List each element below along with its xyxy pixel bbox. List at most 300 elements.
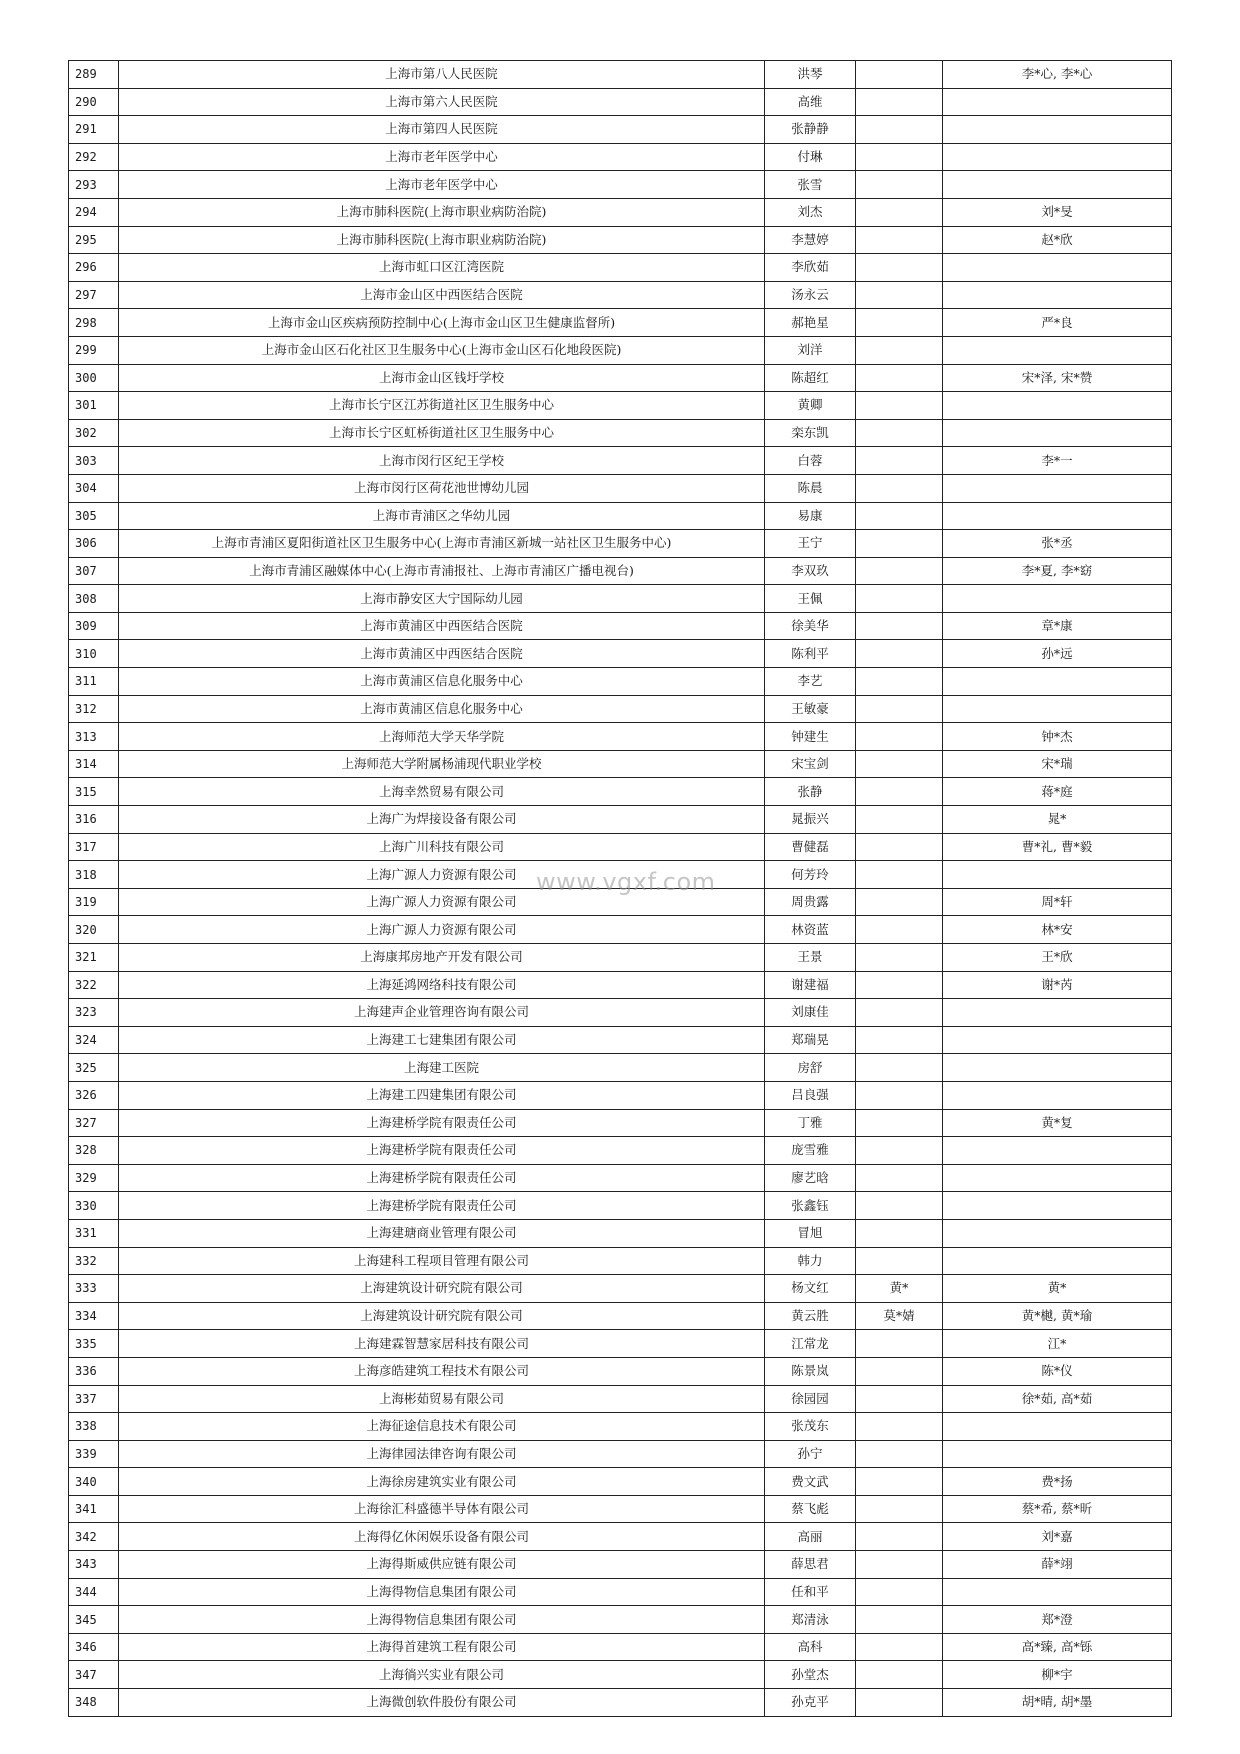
column-4-cell <box>856 1385 943 1413</box>
row-number-cell: 331 <box>69 1219 119 1247</box>
person-name-cell: 陈利平 <box>765 640 856 668</box>
column-5-cell: 宋*瑞 <box>943 750 1172 778</box>
column-5-cell: 黄*复 <box>943 1109 1172 1137</box>
column-4-cell <box>856 585 943 613</box>
row-number-cell: 334 <box>69 1302 119 1330</box>
person-name-cell: 薛思君 <box>765 1551 856 1579</box>
row-number-cell: 329 <box>69 1164 119 1192</box>
person-name-cell: 陈超红 <box>765 364 856 392</box>
column-4-cell <box>856 1054 943 1082</box>
row-number-cell: 314 <box>69 750 119 778</box>
column-4-cell <box>856 1330 943 1358</box>
person-name-cell: 曹健磊 <box>765 833 856 861</box>
column-4-cell <box>856 474 943 502</box>
person-name-cell: 费文武 <box>765 1468 856 1496</box>
table-row <box>69 61 1172 89</box>
table-row <box>69 392 1172 420</box>
person-name-cell: 付琳 <box>765 143 856 171</box>
column-5-cell <box>943 474 1172 502</box>
row-number-cell: 308 <box>69 585 119 613</box>
organization-cell: 上海建桥学院有限责任公司 <box>119 1164 765 1192</box>
column-4-cell: 黄* <box>856 1275 943 1303</box>
table-row <box>69 1551 1172 1579</box>
row-number-cell: 299 <box>69 336 119 364</box>
person-name-cell: 江常龙 <box>765 1330 856 1358</box>
table-row <box>69 336 1172 364</box>
row-number-cell: 347 <box>69 1661 119 1689</box>
person-name-cell: 黄云胜 <box>765 1302 856 1330</box>
table-row <box>69 1081 1172 1109</box>
person-name-cell: 房舒 <box>765 1054 856 1082</box>
column-5-cell: 章*康 <box>943 612 1172 640</box>
row-number-cell: 338 <box>69 1413 119 1441</box>
row-number-cell: 306 <box>69 530 119 558</box>
column-5-cell: 蒋*庭 <box>943 778 1172 806</box>
organization-cell: 上海建桥学院有限责任公司 <box>119 1192 765 1220</box>
column-5-cell <box>943 281 1172 309</box>
table-row <box>69 1385 1172 1413</box>
person-name-cell: 白蓉 <box>765 447 856 475</box>
row-number-cell: 309 <box>69 612 119 640</box>
organization-cell: 上海彬茹贸易有限公司 <box>119 1385 765 1413</box>
organization-cell: 上海建瑭商业管理有限公司 <box>119 1219 765 1247</box>
row-number-cell: 315 <box>69 778 119 806</box>
person-name-cell: 陈景岚 <box>765 1357 856 1385</box>
organization-cell: 上海建工医院 <box>119 1054 765 1082</box>
column-5-cell: 李*心, 李*心 <box>943 61 1172 89</box>
column-5-cell <box>943 1440 1172 1468</box>
column-4-cell <box>856 1606 943 1634</box>
row-number-cell: 325 <box>69 1054 119 1082</box>
person-name-cell: 李慧婷 <box>765 226 856 254</box>
table-row <box>69 1661 1172 1689</box>
row-number-cell: 337 <box>69 1385 119 1413</box>
table-row <box>69 1440 1172 1468</box>
table-row <box>69 1247 1172 1275</box>
column-4-cell <box>856 888 943 916</box>
row-number-cell: 320 <box>69 916 119 944</box>
column-5-cell <box>943 88 1172 116</box>
column-5-cell <box>943 254 1172 282</box>
table-row <box>69 612 1172 640</box>
table-row <box>69 557 1172 585</box>
row-number-cell: 321 <box>69 944 119 972</box>
person-name-cell: 郑瑞晃 <box>765 1026 856 1054</box>
table-row <box>69 88 1172 116</box>
person-name-cell: 黄卿 <box>765 392 856 420</box>
person-name-cell: 韩力 <box>765 1247 856 1275</box>
organization-cell: 上海幸然贸易有限公司 <box>119 778 765 806</box>
person-name-cell: 廖艺晗 <box>765 1164 856 1192</box>
column-5-cell <box>943 171 1172 199</box>
column-4-cell <box>856 1661 943 1689</box>
column-4-cell <box>856 1440 943 1468</box>
person-name-cell: 何芳玲 <box>765 861 856 889</box>
person-name-cell: 庞雪雅 <box>765 1137 856 1165</box>
person-name-cell: 易康 <box>765 502 856 530</box>
table-row <box>69 695 1172 723</box>
row-number-cell: 318 <box>69 861 119 889</box>
column-5-cell <box>943 695 1172 723</box>
row-number-cell: 298 <box>69 309 119 337</box>
column-4-cell <box>856 254 943 282</box>
row-number-cell: 339 <box>69 1440 119 1468</box>
column-5-cell: 费*扬 <box>943 1468 1172 1496</box>
column-5-cell <box>943 585 1172 613</box>
row-number-cell: 344 <box>69 1578 119 1606</box>
column-4-cell <box>856 1689 943 1717</box>
watermark-text: www.vgxf.com <box>536 868 716 896</box>
organization-cell: 上海市肺科医院(上海市职业病防治院) <box>119 198 765 226</box>
table-row <box>69 1413 1172 1441</box>
column-4-cell <box>856 143 943 171</box>
table-row <box>69 1219 1172 1247</box>
row-number-cell: 327 <box>69 1109 119 1137</box>
organization-cell: 上海律园法律咨询有限公司 <box>119 1440 765 1468</box>
table-row <box>69 1357 1172 1385</box>
column-5-cell <box>943 1219 1172 1247</box>
column-4-cell <box>856 778 943 806</box>
column-5-cell <box>943 861 1172 889</box>
table-row <box>69 971 1172 999</box>
organization-cell: 上海彦皓建筑工程技术有限公司 <box>119 1357 765 1385</box>
person-name-cell: 王敏豪 <box>765 695 856 723</box>
person-name-cell: 孙克平 <box>765 1689 856 1717</box>
column-4-cell <box>856 281 943 309</box>
person-name-cell: 王景 <box>765 944 856 972</box>
column-4-cell <box>856 1578 943 1606</box>
column-5-cell <box>943 1247 1172 1275</box>
column-4-cell <box>856 1551 943 1579</box>
column-5-cell <box>943 502 1172 530</box>
table-row <box>69 1137 1172 1165</box>
table-row <box>69 116 1172 144</box>
organization-cell: 上海延鸿网络科技有限公司 <box>119 971 765 999</box>
organization-cell: 上海市老年医学中心 <box>119 143 765 171</box>
column-5-cell: 林*安 <box>943 916 1172 944</box>
table-row <box>69 1054 1172 1082</box>
organization-cell: 上海微创软件股份有限公司 <box>119 1689 765 1717</box>
organization-cell: 上海建筑设计研究院有限公司 <box>119 1275 765 1303</box>
column-5-cell <box>943 1081 1172 1109</box>
column-4-cell <box>856 1137 943 1165</box>
organization-cell: 上海师范大学天华学院 <box>119 723 765 751</box>
person-name-cell: 蔡飞彪 <box>765 1495 856 1523</box>
column-5-cell: 严*良 <box>943 309 1172 337</box>
column-5-cell: 赵*欣 <box>943 226 1172 254</box>
row-number-cell: 345 <box>69 1606 119 1634</box>
row-number-cell: 302 <box>69 419 119 447</box>
column-4-cell <box>856 309 943 337</box>
column-5-cell <box>943 392 1172 420</box>
person-name-cell: 杨文红 <box>765 1275 856 1303</box>
column-5-cell: 王*欣 <box>943 944 1172 972</box>
row-number-cell: 310 <box>69 640 119 668</box>
column-5-cell: 江* <box>943 1330 1172 1358</box>
column-4-cell <box>856 198 943 226</box>
column-5-cell: 刘*旻 <box>943 198 1172 226</box>
row-number-cell: 341 <box>69 1495 119 1523</box>
person-name-cell: 钟建生 <box>765 723 856 751</box>
column-5-cell: 钟*杰 <box>943 723 1172 751</box>
row-number-cell: 317 <box>69 833 119 861</box>
column-4-cell <box>856 1495 943 1523</box>
person-name-cell: 李艺 <box>765 668 856 696</box>
organization-cell: 上海市第八人民医院 <box>119 61 765 89</box>
table-row <box>69 1633 1172 1661</box>
organization-cell: 上海建工四建集团有限公司 <box>119 1081 765 1109</box>
organization-cell: 上海市金山区石化社区卫生服务中心(上海市金山区石化地段医院) <box>119 336 765 364</box>
column-4-cell <box>856 1633 943 1661</box>
organization-cell: 上海市第四人民医院 <box>119 116 765 144</box>
column-5-cell <box>943 1578 1172 1606</box>
column-4-cell: 莫*婧 <box>856 1302 943 1330</box>
organization-cell: 上海市金山区中西医结合医院 <box>119 281 765 309</box>
table-row <box>69 1523 1172 1551</box>
column-4-cell <box>856 999 943 1027</box>
row-number-cell: 307 <box>69 557 119 585</box>
column-4-cell <box>856 502 943 530</box>
column-4-cell <box>856 1357 943 1385</box>
row-number-cell: 301 <box>69 392 119 420</box>
column-4-cell <box>856 557 943 585</box>
organization-cell: 上海建科工程项目管理有限公司 <box>119 1247 765 1275</box>
row-number-cell: 336 <box>69 1357 119 1385</box>
table-row <box>69 1109 1172 1137</box>
person-name-cell: 张静静 <box>765 116 856 144</box>
person-name-cell: 林资蓝 <box>765 916 856 944</box>
organization-cell: 上海广源人力资源有限公司 <box>119 916 765 944</box>
row-number-cell: 346 <box>69 1633 119 1661</box>
table-row <box>69 585 1172 613</box>
row-number-cell: 343 <box>69 1551 119 1579</box>
person-name-cell: 刘洋 <box>765 336 856 364</box>
row-number-cell: 289 <box>69 61 119 89</box>
person-name-cell: 陈晨 <box>765 474 856 502</box>
row-number-cell: 319 <box>69 888 119 916</box>
column-5-cell: 周*轩 <box>943 888 1172 916</box>
person-name-cell: 任和平 <box>765 1578 856 1606</box>
organization-cell: 上海广源人力资源有限公司 <box>119 861 765 889</box>
row-number-cell: 335 <box>69 1330 119 1358</box>
row-number-cell: 342 <box>69 1523 119 1551</box>
organization-cell: 上海市静安区大宁国际幼儿园 <box>119 585 765 613</box>
organization-cell: 上海建桥学院有限责任公司 <box>119 1109 765 1137</box>
table-row <box>69 254 1172 282</box>
row-number-cell: 300 <box>69 364 119 392</box>
table-row <box>69 1578 1172 1606</box>
person-name-cell: 王佩 <box>765 585 856 613</box>
table-row <box>69 1468 1172 1496</box>
person-name-cell: 徐美华 <box>765 612 856 640</box>
table-row <box>69 861 1172 889</box>
table-row <box>69 916 1172 944</box>
table-row <box>69 474 1172 502</box>
row-number-cell: 305 <box>69 502 119 530</box>
person-name-cell: 张鑫钰 <box>765 1192 856 1220</box>
column-5-cell: 刘*嘉 <box>943 1523 1172 1551</box>
person-name-cell: 丁雅 <box>765 1109 856 1137</box>
column-4-cell <box>856 171 943 199</box>
column-4-cell <box>856 668 943 696</box>
person-name-cell: 刘杰 <box>765 198 856 226</box>
column-5-cell <box>943 1192 1172 1220</box>
row-number-cell: 303 <box>69 447 119 475</box>
table-row <box>69 833 1172 861</box>
person-name-cell: 孙宁 <box>765 1440 856 1468</box>
organization-cell: 上海得物信息集团有限公司 <box>119 1578 765 1606</box>
table-row <box>69 806 1172 834</box>
person-name-cell: 高丽 <box>765 1523 856 1551</box>
row-number-cell: 304 <box>69 474 119 502</box>
table-row <box>69 143 1172 171</box>
organization-cell: 上海市金山区疾病预防控制中心(上海市金山区卫生健康监督所) <box>119 309 765 337</box>
organization-cell: 上海市闵行区荷花池世博幼儿园 <box>119 474 765 502</box>
organization-cell: 上海市青浦区之华幼儿园 <box>119 502 765 530</box>
person-name-cell: 李双玖 <box>765 557 856 585</box>
column-5-cell <box>943 1026 1172 1054</box>
organization-cell: 上海市黄浦区信息化服务中心 <box>119 668 765 696</box>
organization-cell: 上海市老年医学中心 <box>119 171 765 199</box>
table-row <box>69 750 1172 778</box>
column-4-cell <box>856 750 943 778</box>
person-name-cell: 洪琴 <box>765 61 856 89</box>
column-5-cell: 陈*仪 <box>943 1357 1172 1385</box>
column-5-cell: 晁* <box>943 806 1172 834</box>
table-row <box>69 1606 1172 1634</box>
organization-cell: 上海建工七建集团有限公司 <box>119 1026 765 1054</box>
column-4-cell <box>856 612 943 640</box>
row-number-cell: 313 <box>69 723 119 751</box>
column-5-cell <box>943 1137 1172 1165</box>
row-number-cell: 297 <box>69 281 119 309</box>
row-number-cell: 333 <box>69 1275 119 1303</box>
column-5-cell: 李*夏, 李*窈 <box>943 557 1172 585</box>
organization-cell: 上海市虹口区江湾医院 <box>119 254 765 282</box>
organization-cell: 上海建筑设计研究院有限公司 <box>119 1302 765 1330</box>
table-row <box>69 309 1172 337</box>
column-5-cell <box>943 1164 1172 1192</box>
row-number-cell: 340 <box>69 1468 119 1496</box>
organization-cell: 上海徐房建筑实业有限公司 <box>119 1468 765 1496</box>
row-number-cell: 292 <box>69 143 119 171</box>
person-name-cell: 王宁 <box>765 530 856 558</box>
column-4-cell <box>856 61 943 89</box>
table-row <box>69 364 1172 392</box>
column-4-cell <box>856 1081 943 1109</box>
organization-cell: 上海市长宁区江苏街道社区卫生服务中心 <box>119 392 765 420</box>
column-4-cell <box>856 116 943 144</box>
person-name-cell: 孙堂杰 <box>765 1661 856 1689</box>
table-row <box>69 530 1172 558</box>
column-5-cell: 郑*澄 <box>943 1606 1172 1634</box>
person-name-cell: 晁振兴 <box>765 806 856 834</box>
column-4-cell <box>856 640 943 668</box>
column-4-cell <box>856 861 943 889</box>
column-4-cell <box>856 1026 943 1054</box>
table-row <box>69 171 1172 199</box>
column-5-cell: 张*丞 <box>943 530 1172 558</box>
column-5-cell: 孙*远 <box>943 640 1172 668</box>
organization-cell: 上海广川科技有限公司 <box>119 833 765 861</box>
table-row <box>69 640 1172 668</box>
column-5-cell: 谢*芮 <box>943 971 1172 999</box>
roster-table <box>68 60 1172 1717</box>
person-name-cell: 谢建福 <box>765 971 856 999</box>
column-4-cell <box>856 1219 943 1247</box>
organization-cell: 上海市金山区钱圩学校 <box>119 364 765 392</box>
table-row <box>69 198 1172 226</box>
column-5-cell <box>943 143 1172 171</box>
column-4-cell <box>856 916 943 944</box>
person-name-cell: 郝艳星 <box>765 309 856 337</box>
column-5-cell: 曹*礼, 曹*毅 <box>943 833 1172 861</box>
column-4-cell <box>856 944 943 972</box>
column-4-cell <box>856 723 943 751</box>
row-number-cell: 312 <box>69 695 119 723</box>
person-name-cell: 宋宝剑 <box>765 750 856 778</box>
column-4-cell <box>856 1164 943 1192</box>
table-row <box>69 999 1172 1027</box>
column-4-cell <box>856 1468 943 1496</box>
column-5-cell: 高*臻, 高*铄 <box>943 1633 1172 1661</box>
organization-cell: 上海建桥学院有限责任公司 <box>119 1137 765 1165</box>
organization-cell: 上海建霖智慧家居科技有限公司 <box>119 1330 765 1358</box>
column-5-cell: 柳*宇 <box>943 1661 1172 1689</box>
column-5-cell <box>943 999 1172 1027</box>
column-5-cell <box>943 336 1172 364</box>
column-4-cell <box>856 1109 943 1137</box>
row-number-cell: 322 <box>69 971 119 999</box>
organization-cell: 上海康邦房地产开发有限公司 <box>119 944 765 972</box>
person-name-cell: 李欣茹 <box>765 254 856 282</box>
row-number-cell: 330 <box>69 1192 119 1220</box>
column-4-cell <box>856 833 943 861</box>
person-name-cell: 刘康佳 <box>765 999 856 1027</box>
organization-cell: 上海建声企业管理咨询有限公司 <box>119 999 765 1027</box>
column-5-cell: 黄*樾, 黄*瑜 <box>943 1302 1172 1330</box>
row-number-cell: 328 <box>69 1137 119 1165</box>
table-row <box>69 888 1172 916</box>
column-5-cell <box>943 1413 1172 1441</box>
column-4-cell <box>856 1523 943 1551</box>
organization-cell: 上海广为焊接设备有限公司 <box>119 806 765 834</box>
row-number-cell: 293 <box>69 171 119 199</box>
column-5-cell: 宋*泽, 宋*赞 <box>943 364 1172 392</box>
row-number-cell: 311 <box>69 668 119 696</box>
column-4-cell <box>856 392 943 420</box>
table-row <box>69 1689 1172 1717</box>
row-number-cell: 290 <box>69 88 119 116</box>
person-name-cell: 汤永云 <box>765 281 856 309</box>
organization-cell: 上海市青浦区夏阳街道社区卫生服务中心(上海市青浦区新城一站社区卫生服务中心) <box>119 530 765 558</box>
table-row <box>69 419 1172 447</box>
row-number-cell: 323 <box>69 999 119 1027</box>
column-4-cell <box>856 419 943 447</box>
organization-cell: 上海得物信息集团有限公司 <box>119 1606 765 1634</box>
table-row <box>69 778 1172 806</box>
column-5-cell <box>943 1054 1172 1082</box>
column-4-cell <box>856 364 943 392</box>
roster-table-container <box>68 60 1171 1717</box>
person-name-cell: 高维 <box>765 88 856 116</box>
organization-cell: 上海市第六人民医院 <box>119 88 765 116</box>
organization-cell: 上海市黄浦区中西医结合医院 <box>119 640 765 668</box>
row-number-cell: 295 <box>69 226 119 254</box>
organization-cell: 上海广源人力资源有限公司 <box>119 888 765 916</box>
organization-cell: 上海市青浦区融媒体中心(上海市青浦报社、上海市青浦区广播电视台) <box>119 557 765 585</box>
organization-cell: 上海市黄浦区中西医结合医院 <box>119 612 765 640</box>
